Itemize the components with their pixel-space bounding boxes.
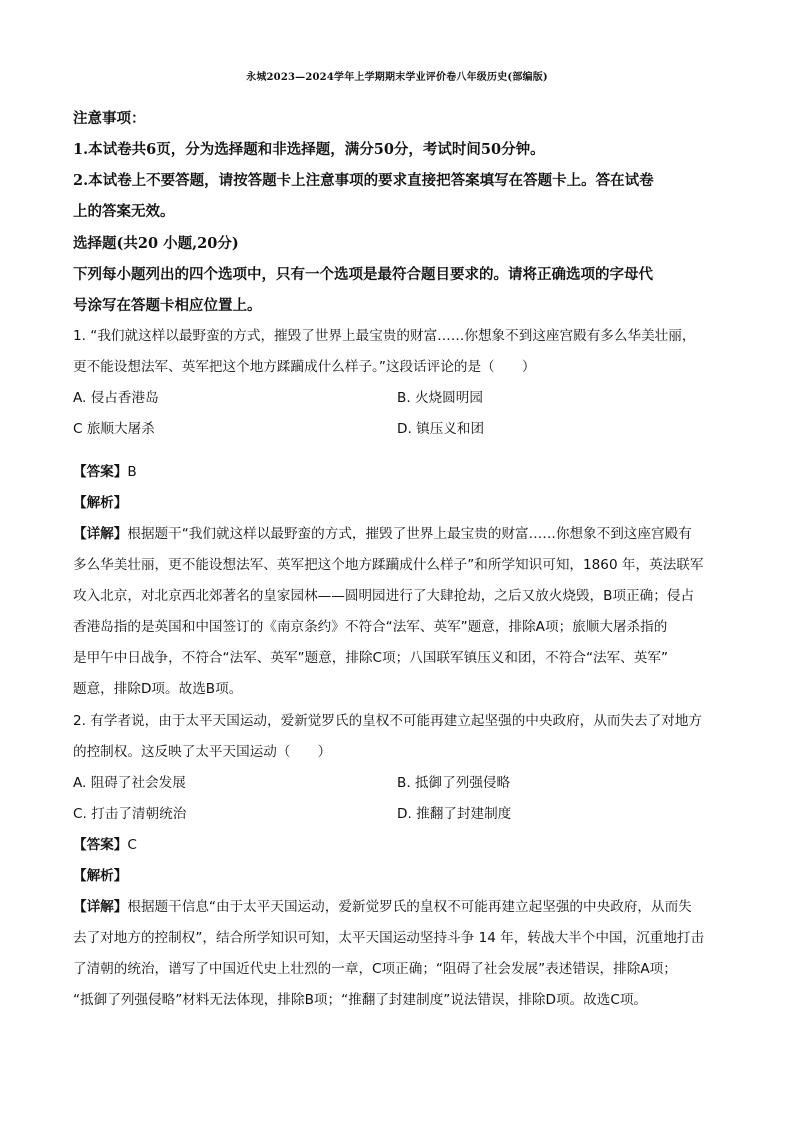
question-1-options-row-2 (73, 414, 723, 445)
question-1-option-a: A. 侵占香港岛 (73, 390, 159, 406)
question-1-line-1: 1. “我们就这样以最野蛮的方式，摧毁了世界上最宝贵的财富……你想象不到这座宫殿有多么华美壮丽， (73, 328, 696, 344)
question-2-option-a: A. 阻碍了社会发展 (73, 775, 186, 791)
detail-line-1: 根据题干信息“由于太平天国运动，爱新觉罗氏的皇权不可能再建立起坚强的中央政府，从而失 (127, 899, 692, 915)
detail-line-4: 香港岛指的是英国和中国签订的《南京条约》不符合“法军、英军”题意，排除A项；旅顺大屠杀指的 (73, 619, 668, 635)
detail-line-5: 是甲午中日战争，不符合“法军、英军”题意，排除C项；八国联军镇压义和团，不符合“法军、英军” (73, 650, 669, 666)
detail-line-2: 去了对地方的控制权”，结合所学知识可知，太平天国运动坚持斗争 14 年，转战大半个中国，沉重地打击 (73, 930, 705, 946)
question-1-option-b: B. 火烧圆明园 (397, 390, 483, 406)
choice-section (73, 228, 723, 321)
question-2-line-2: 的控制权。这反映了太平天国运动（ ） (73, 744, 332, 760)
detail-line-1: 根据题干“我们就这样以最野蛮的方式，摧毁了世界上最宝贵的财富……你想象不到这座宫殿有 (127, 526, 692, 542)
notice-item-2-line-2: 上的答案无效。 (73, 203, 175, 220)
question-1-answer (73, 457, 723, 519)
section-heading: 选择题(共20 小题,20分) (73, 235, 239, 252)
detail-line-3: 了清朝的统治，谱写了中国近代史上壮烈的一章，C项正确；“阻碍了社会发展”表述错误，排除A项； (73, 961, 677, 977)
question-2-line-1: 2. 有学者说，由于太平天国运动，爱新觉罗氏的皇权不可能再建立起坚强的中央政府，从而失去了对地方 (73, 713, 703, 729)
answer-label: 【答案】 (73, 464, 128, 480)
question-2-stem (73, 706, 723, 768)
question-2-option-d: D. 推翻了封建制度 (397, 806, 512, 822)
notice-item-1: 1.本试卷共6页，分为选择题和非选择题，满分50分，考试时间50分钟。 (73, 141, 545, 158)
analysis-label: 【解析】 (73, 868, 128, 884)
question-1-options-row-1 (73, 383, 723, 414)
question-1-stem (73, 321, 723, 383)
question-2-options-row-2 (73, 799, 723, 830)
detail-line-6: 题意，排除D项。故选B项。 (73, 681, 243, 697)
notice-heading: 注意事项： (73, 110, 146, 127)
detail-line-3: 攻入北京，对北京西北郊著名的皇家园林——圆明园进行了大肆抢劫，之后又放火烧毁，B项正确；侵占 (73, 588, 695, 604)
answer-value: C (127, 837, 137, 853)
section-instruction-line-2: 号涂写在答题卡相应位置上。 (73, 297, 262, 314)
section-instruction-line-1: 下列每小题列出的四个选项中，只有一个选项是最符合题目要求的。请将正确选项的字母代 (73, 266, 653, 283)
question-2-option-b: B. 抵御了列强侵略 (397, 775, 511, 791)
page-title: 永城2023—2024学年上学期期末学业评价卷八年级历史(部编版) (246, 72, 548, 83)
detail-label: 【详解】 (73, 526, 128, 542)
answer-value: B (127, 464, 137, 480)
question-1-option-d: D. 镇压义和团 (397, 421, 485, 437)
question-2-answer (73, 830, 723, 892)
answer-label: 【答案】 (73, 837, 128, 853)
question-2-option-c: C. 打击了清朝统治 (73, 806, 187, 822)
detail-label: 【详解】 (73, 899, 128, 915)
question-1-line-2: 更不能设想法军、英军把这个地方蹂躏成什么样子。”这段话评论的是（ ） (73, 359, 536, 375)
detail-line-4: “抵御了列强侵略”材料无法体现，排除B项；“推翻了封建制度”说法错误，排除D项。故选C项。 (73, 992, 648, 1008)
detail-line-2: 多么华美壮丽，更不能设想法军、英军把这个地方蹂躏成什么样子”和所学知识可知，1860 年，英法联军 (73, 557, 704, 573)
question-2-options-row-1 (73, 768, 723, 799)
notice-item-2-line-1: 2.本试卷上不要答题，请按答题卡上注意事项的要求直接把答案填写在答题卡上。答在试卷 (73, 172, 654, 189)
notice-section (73, 103, 723, 227)
question-1-detail (73, 519, 723, 705)
question-1-option-c: C 旅顺大屠杀 (73, 421, 155, 437)
question-2-detail (73, 892, 723, 1016)
analysis-label: 【解析】 (73, 495, 128, 511)
